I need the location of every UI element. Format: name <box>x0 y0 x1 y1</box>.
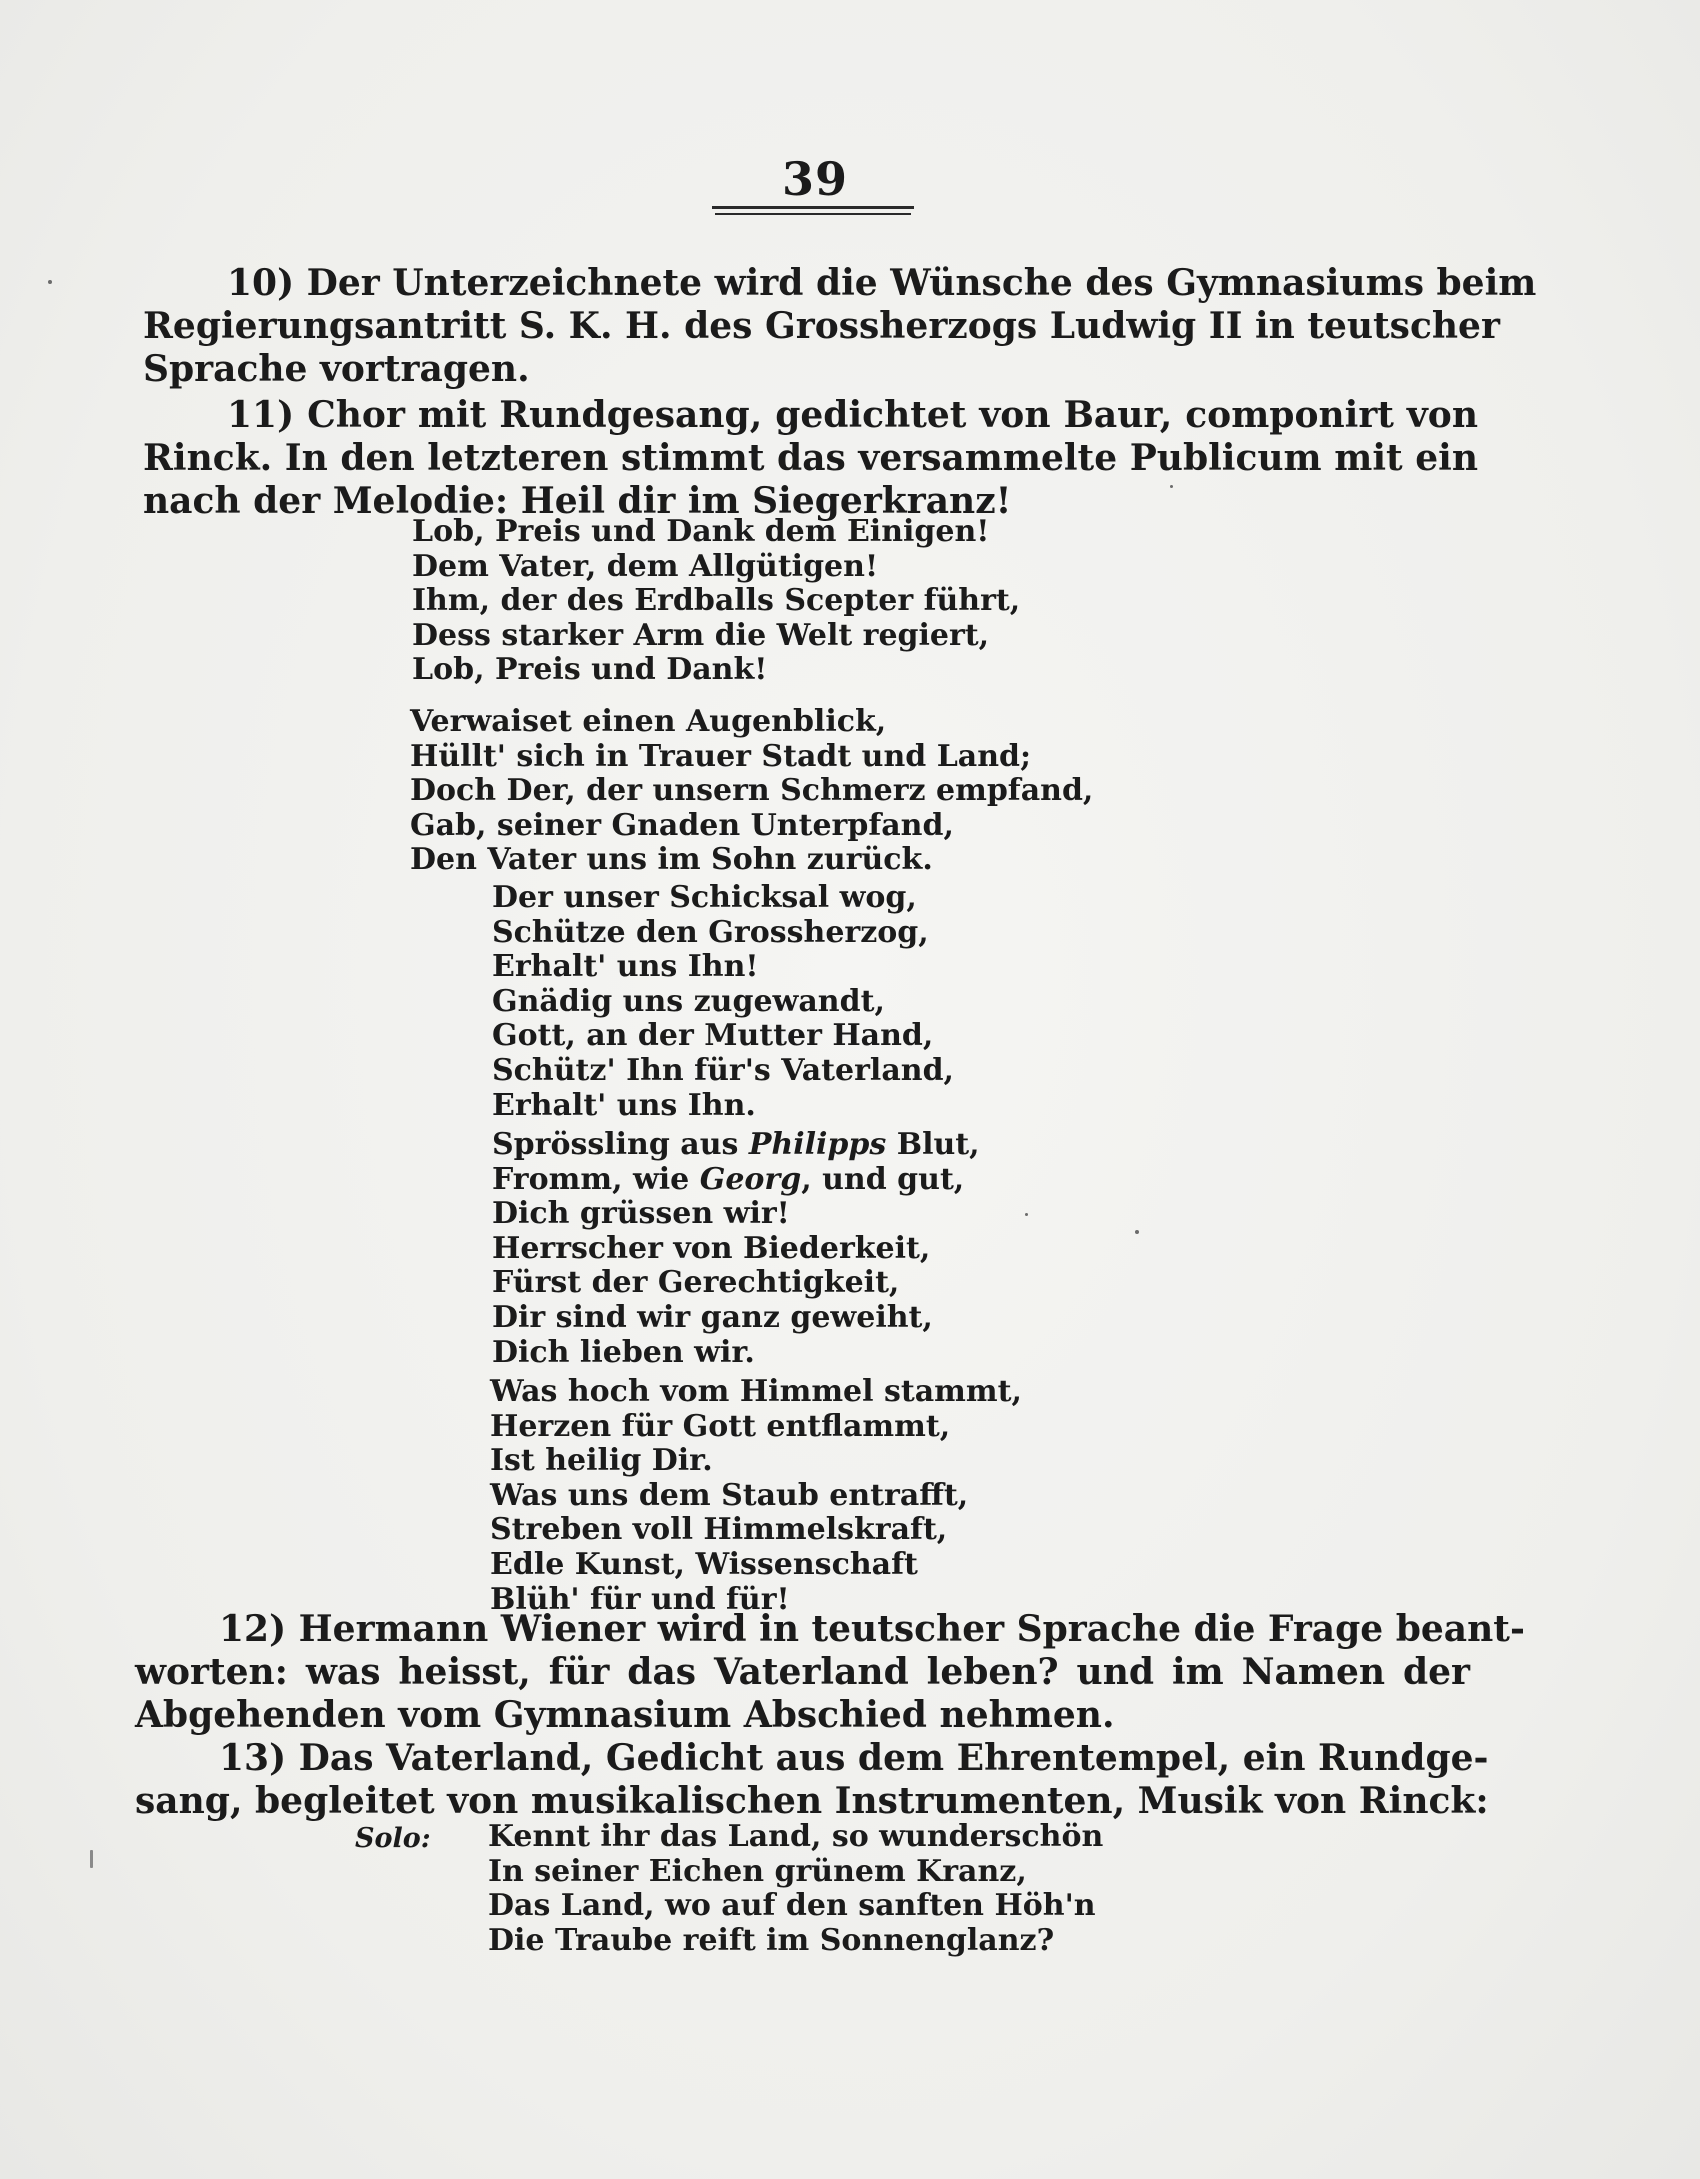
poem-line: Hüllt' sich in Trauer Stadt und Land; <box>410 738 1032 774</box>
solo-stanza <box>488 1820 1103 1958</box>
poem-line: Dess starker Arm die Welt regiert, <box>412 617 990 653</box>
paper-speck <box>1135 1230 1139 1234</box>
poem-name-georg: Georg <box>699 1161 802 1197</box>
poem-line: Dem Vater, dem Allgütigen! <box>412 548 879 584</box>
poem-line: Fürst der Gerechtigkeit, <box>492 1265 900 1301</box>
poem-line: Edle Kunst, Wissenschaft <box>490 1546 918 1582</box>
solo-line: In seiner Eichen grünem Kranz, <box>488 1853 1027 1889</box>
paper-speck <box>1170 485 1173 488</box>
poem-name-philipps: Philipps <box>748 1127 887 1162</box>
poem-stanza-1 <box>412 515 1020 688</box>
poem-line: Dich grüssen wir! <box>492 1196 790 1232</box>
poem-line: Herzen für Gott entflammt, <box>490 1408 951 1444</box>
page-number-rule-lower <box>715 213 911 215</box>
poem-line: Verwaiset einen Augenblick, <box>410 704 887 739</box>
page-number-rule <box>712 206 914 209</box>
item-11-line: 11) Chor mit Rundgesang, gedichtet von Baur, componirt von <box>227 394 1478 436</box>
poem-line: Schütze den Grossherzog, <box>492 914 929 950</box>
item-13-paragraph <box>135 1737 1489 1823</box>
item-11-line: nach der Melodie: Heil dir im Siegerkranz! <box>143 480 1012 522</box>
poem-stanza-4 <box>492 1128 980 1370</box>
item-10-line: 10) Der Unterzeichnete wird die Wünsche des Gymnasiums beim <box>227 262 1537 304</box>
poem-line: Blüh' für und für! <box>490 1581 790 1617</box>
poem-line: Lob, Preis und Dank dem Einigen! <box>412 514 990 549</box>
item-12-line: 12) Hermann Wiener wird in teutscher Sprache die Frage beant- <box>219 1608 1525 1650</box>
item-10-paragraph <box>143 262 1537 391</box>
item-10-line: Regierungsantritt S. K. H. des Grossherzogs Ludwig II in teutscher <box>143 305 1500 347</box>
poem-stanza-3 <box>492 881 954 1123</box>
poem-line: Dich lieben wir. <box>492 1334 755 1370</box>
item-10-line: Sprache vortragen. <box>143 348 530 390</box>
poem-line: Gott, an der Mutter Hand, <box>492 1018 934 1054</box>
poem-line: Lob, Preis und Dank! <box>412 652 768 688</box>
poem-line: Gab, seiner Gnaden Unterpfand, <box>410 807 954 843</box>
poem-line: Was hoch vom Himmel stammt, <box>490 1374 1022 1409</box>
poem-line: Schütz' Ihn für's Vaterland, <box>492 1052 954 1088</box>
poem-line: Gnädig uns zugewandt, <box>492 983 885 1019</box>
poem-line: Ihm, der des Erdballs Scepter führt, <box>412 583 1021 619</box>
poem-line: Streben voll Himmelskraft, <box>490 1512 948 1548</box>
poem-line: Erhalt' uns Ihn. <box>492 1087 756 1123</box>
solo-line: Kennt ihr das Land, so wunderschön <box>488 1819 1104 1854</box>
paper-speck <box>90 1850 93 1868</box>
solo-line: Die Traube reift im Sonnenglanz? <box>488 1922 1055 1958</box>
poem-line: Ist heilig Dir. <box>490 1443 713 1479</box>
poem-stanza-5 <box>490 1375 1022 1617</box>
poem-text: Blut, <box>886 1127 980 1162</box>
item-11-paragraph <box>143 394 1478 523</box>
item-12-line: worten: was heisst, für das Vaterland leben? und im Namen der <box>135 1651 1470 1693</box>
paper-speck <box>1025 1213 1028 1216</box>
item-12-line: Abgehenden vom Gymnasium Abschied nehmen. <box>135 1694 1115 1736</box>
poem-text: Fromm, wie <box>492 1161 700 1197</box>
item-13-line: 13) Das Vaterland, Gedicht aus dem Ehrentempel, ein Rundge- <box>219 1737 1489 1779</box>
poem-line: Der unser Schicksal wog, <box>492 880 917 915</box>
poem-line: Den Vater uns im Sohn zurück. <box>410 842 933 878</box>
item-13-line: sang, begleitet von musikalischen Instrumenten, Musik von Rinck: <box>135 1780 1489 1822</box>
poem-stanza-2 <box>410 705 1093 878</box>
solo-line: Das Land, wo auf den sanften Höh'n <box>488 1888 1096 1923</box>
item-11-line: Rinck. In den letzteren stimmt das versammelte Publicum mit ein <box>143 437 1478 479</box>
poem-line: Dir sind wir ganz geweiht, <box>492 1299 933 1335</box>
item-12-paragraph <box>135 1608 1525 1737</box>
poem-line <box>492 1128 980 1163</box>
poem-line: Herrscher von Biederkeit, <box>492 1230 931 1266</box>
solo-label: Solo: <box>355 1823 431 1854</box>
poem-line: Doch Der, der unsern Schmerz empfand, <box>410 773 1094 809</box>
paper-speck <box>48 280 52 284</box>
poem-text: Sprössling aus <box>492 1127 749 1162</box>
poem-line <box>492 1163 980 1198</box>
poem-line: Was uns dem Staub entrafft, <box>490 1477 969 1513</box>
poem-text: , und gut, <box>801 1161 965 1197</box>
poem-line: Erhalt' uns Ihn! <box>492 949 759 985</box>
page-number: 39 <box>781 152 848 206</box>
